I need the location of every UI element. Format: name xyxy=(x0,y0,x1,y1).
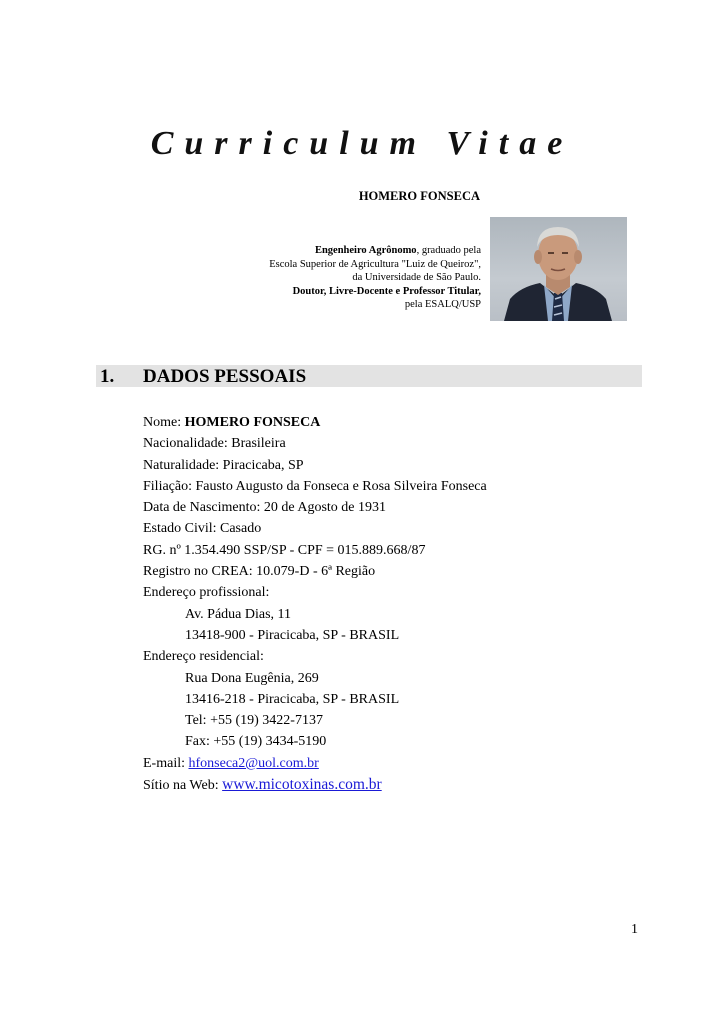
credentials-line-1: Engenheiro Agrônomo, graduado pela xyxy=(314,245,481,256)
author-credentials xyxy=(151,244,481,312)
email-link[interactable]: hfonseca2@uol.com.br xyxy=(188,755,319,771)
degree-label: Engenheiro Agrônomo xyxy=(314,245,417,256)
personal-data-list xyxy=(143,412,487,795)
author-photo xyxy=(490,217,627,321)
section-number: 1. xyxy=(100,366,115,387)
section-title: DADOS PESSOAIS xyxy=(143,366,307,387)
credentials-line-4: Doutor, Livre-Docente e Professor Titular, xyxy=(292,285,481,297)
credentials-line-3: da Universidade de São Paulo. xyxy=(352,272,481,283)
website-link[interactable]: www.micotoxinas.com.br xyxy=(222,776,382,794)
field-filiacao: Filiação: Fausto Augusto da Fonseca e Rosa Silveira Fonseca xyxy=(143,478,487,494)
field-email: E-mail: hfonseca2@uol.com.br xyxy=(143,755,319,771)
field-website: Sítio na Web: www.micotoxinas.com.br xyxy=(143,776,382,794)
credentials-line-5: pela ESALQ/USP xyxy=(404,299,481,310)
field-nome: Nome: HOMERO FONSECA xyxy=(143,415,321,430)
endereco-residencial-line-2: 13416-218 - Piracicaba, SP - BRASIL xyxy=(185,691,400,707)
field-endereco-profissional: Endereço profissional: xyxy=(143,585,270,601)
nome-value: HOMERO FONSECA xyxy=(184,415,321,430)
field-naturalidade: Naturalidade: Piracicaba, SP xyxy=(143,457,304,473)
credentials-line-2: Escola Superior de Agricultura "Luiz de Queiroz", xyxy=(269,258,481,270)
document-title: Curriculum Vitae xyxy=(150,125,574,162)
field-estado-civil: Estado Civil: Casado xyxy=(143,521,262,537)
field-nascimento: Data de Nascimento: 20 de Agosto de 1931 xyxy=(143,500,387,516)
field-telefone: Tel: +55 (19) 3422-7137 xyxy=(185,713,323,729)
endereco-profissional-line-1: Av. Pádua Dias, 11 xyxy=(185,606,292,622)
endereco-profissional-line-2: 13418-900 - Piracicaba, SP - BRASIL xyxy=(185,627,400,643)
field-crea: Registro no CREA: 10.079-D - 6ª Região xyxy=(143,564,376,580)
field-nacionalidade: Nacionalidade: Brasileira xyxy=(143,436,286,452)
author-name: HOMERO FONSECA xyxy=(358,189,480,203)
endereco-residencial-line-1: Rua Dona Eugênia, 269 xyxy=(185,670,319,686)
field-fax: Fax: +55 (19) 3434-5190 xyxy=(185,734,327,750)
page-number: 1 xyxy=(631,922,638,937)
portrait-image xyxy=(490,217,627,321)
field-rg-cpf: RG. nº 1.354.490 SSP/SP - CPF = 015.889.668/87 xyxy=(143,542,426,558)
field-endereco-residencial: Endereço residencial: xyxy=(143,649,264,665)
